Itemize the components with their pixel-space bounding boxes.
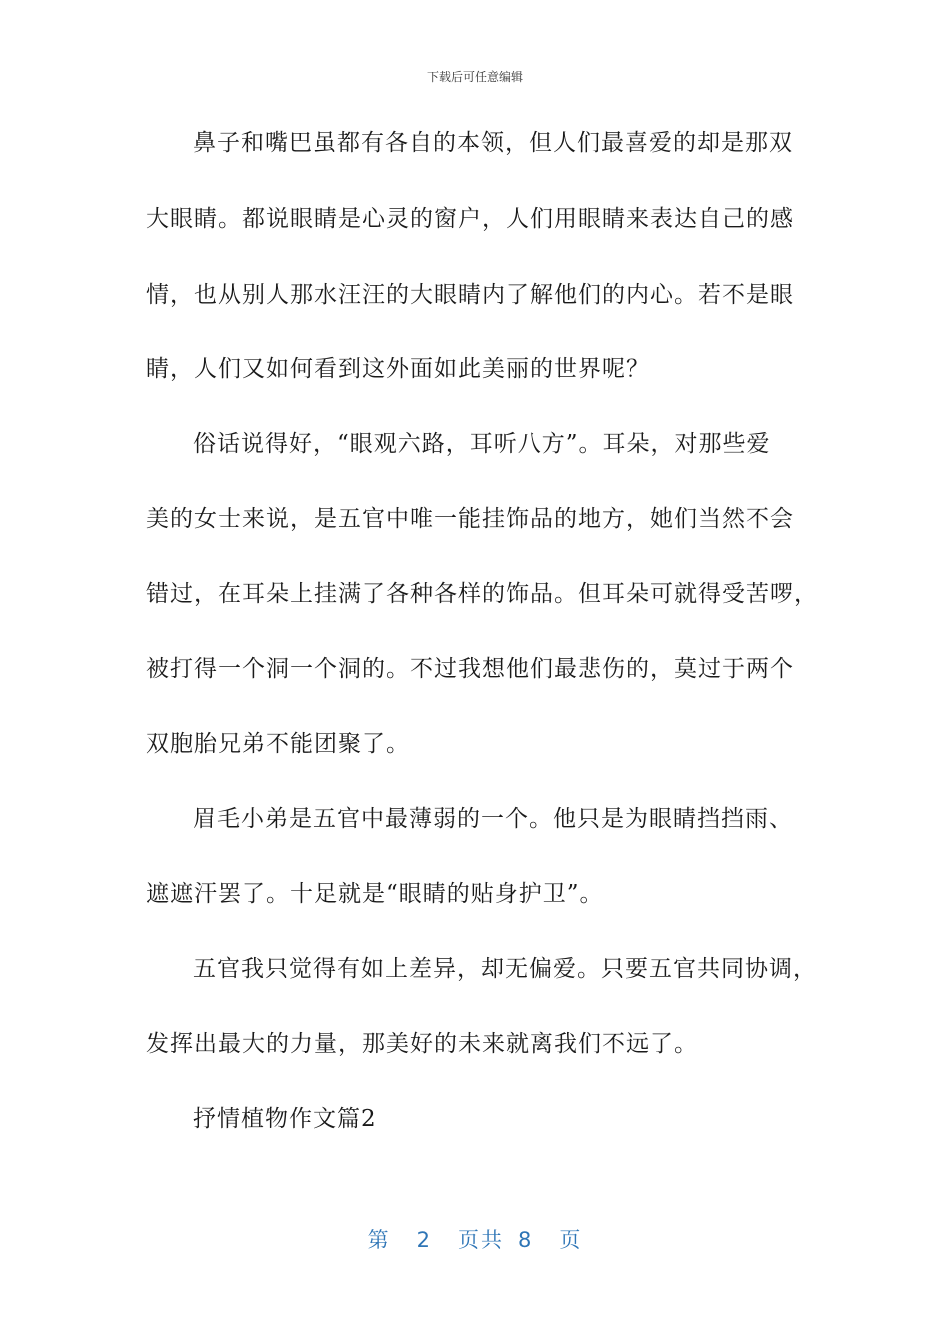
paragraph-line: 美的女士来说，是五官中唯一能挂饰品的地方，她们当然不会 — [146, 506, 794, 532]
page-footer — [0, 1224, 950, 1254]
paragraph-line: 被打得一个洞一个洞的。不过我想他们最悲伤的，莫过于两个 — [146, 656, 794, 682]
paragraph-line: 俗话说得好，“眼观六路，耳听八方”。耳朵，对那些爱 — [193, 431, 771, 457]
footer-suffix: 页 — [559, 1228, 583, 1252]
page-header: 下载后可任意编辑 — [426, 70, 523, 84]
paragraph-line: 大眼睛。都说眼睛是心灵的窗户，人们用眼睛来表达自己的感 — [146, 206, 794, 232]
paragraph-line: 眉毛小弟是五官中最薄弱的一个。他只是为眼睛挡挡雨、 — [193, 806, 793, 832]
paragraph-line: 双胞胎兄弟不能团聚了。 — [146, 731, 410, 757]
paragraph-line: 错过，在耳朵上挂满了各种各样的饰品。但耳朵可就得受苦啰， — [146, 581, 818, 607]
paragraph-line: 鼻子和嘴巴虽都有各自的本领，但人们最喜爱的却是那双 — [193, 130, 793, 156]
footer-prefix: 第 — [367, 1228, 391, 1252]
footer-current-page: 2 — [416, 1228, 432, 1252]
paragraph-line: 遮遮汗罢了。十足就是“眼睛的贴身护卫”。 — [146, 881, 604, 907]
paragraph-line: 睛，人们又如何看到这外面如此美丽的世界呢？ — [146, 356, 650, 382]
paragraph-line: 发挥出最大的力量，那美好的未来就离我们不远了。 — [146, 1031, 698, 1057]
paragraph-line: 五官我只觉得有如上差异，却无偏爱。只要五官共同协调， — [193, 956, 817, 982]
section-heading: 抒情植物作文篇2 — [193, 1106, 377, 1132]
paragraph-line: 情，也从别人那水汪汪的大眼睛内了解他们的内心。若不是眼 — [146, 282, 794, 308]
footer-middle: 页共 — [458, 1228, 504, 1252]
footer-total-pages: 8 — [518, 1228, 534, 1252]
